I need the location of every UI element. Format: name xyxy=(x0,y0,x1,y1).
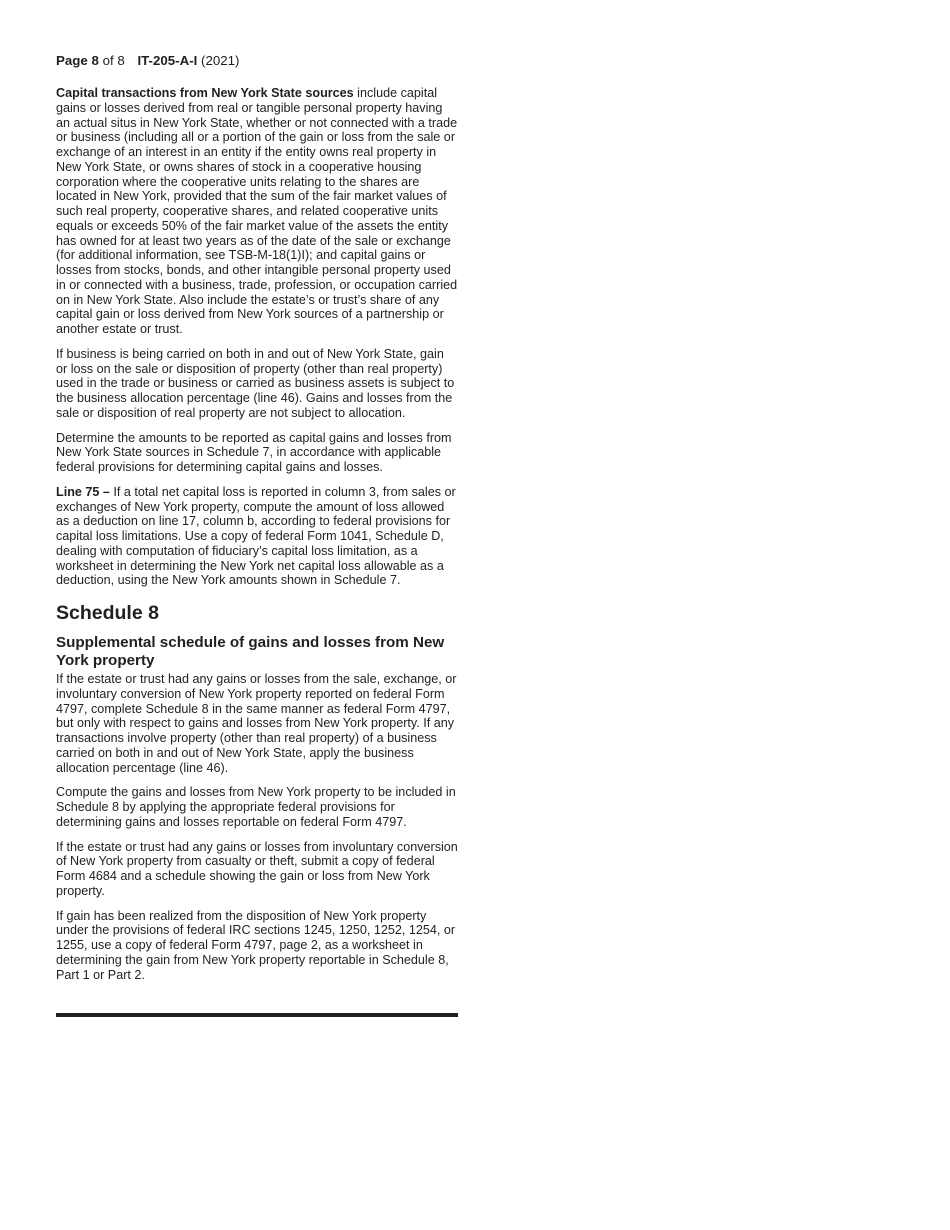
schedule-8-subheading: Supplemental schedule of gains and losses from New York property xyxy=(56,634,445,669)
page-number: Page 8 xyxy=(56,53,99,68)
form-id: IT-205-A-I xyxy=(137,53,198,68)
schedule-8-paragraph-2: Compute the gains and losses from New York property to be included in Schedule 8 by applying the appropriate federal provisions for determining gains and losses reportable on federal Form 4797. xyxy=(56,785,456,829)
schedule-8-paragraph-4: If gain has been realized from the disposition of New York property under the provisions of federal IRC sections 1245, 1250, 1252, 1254, or 1255, use a copy of federal Form 4797, page 2, as a worksheet in determining the gain from New York property reportable in Schedule 8, Part 1 or Part 2. xyxy=(56,908,456,982)
determine-amounts-paragraph: Determine the amounts to be reported as capital gains and losses from New York State sources in Schedule 7, in accordance with applicable federal provisions for determining capital gains and losses. xyxy=(56,430,452,474)
line-75-lead: Line 75 – xyxy=(56,484,110,499)
capital-transactions-lead: Capital transactions from New York State sources xyxy=(56,86,354,100)
end-rule-divider xyxy=(56,1013,458,1017)
document-page xyxy=(56,52,458,1017)
page-header xyxy=(56,52,458,70)
line-75-text: If a total net capital loss is reported in column 3, from sales or exchanges of New York property, compute the amount of loss allowed as a deduction on line 17, column b, according to federal provisions for capital loss limitations. Use a copy of federal Form 1041, Schedule D, dealing with computation of fiduciary’s capital loss limitation, as a worksheet in determining the New York net capital loss allowable as a deduction, using the New York amounts shown in Schedule 7. xyxy=(56,484,456,588)
form-year: (2021) xyxy=(201,53,240,68)
business-allocation-paragraph: If business is being carried on both in and out of New York State, gain or loss on the sale or disposition of property (other than real property) used in the trade or business or carried as business assets is subject to the business allocation percentage (line 46). Gains and losses from the sale or disposition of real property are not subject to allocation. xyxy=(56,346,455,420)
capital-transactions-paragraph xyxy=(56,86,458,337)
line-75-paragraph xyxy=(56,485,458,588)
capital-transactions-text: include capital gains or losses derived from real or tangible personal property having an actual situs in New York State, whether or not connected with a trade or business (including all or a portion of the gain or loss from the sale or exchange of an interest in an entity if the entity owns real property in New York State, or owns shares of stock in a cooperative housing corporation where the cooperative units relating to the shares are located in New York, provided that the sum of the fair market values of such real property, cooperative shares, and related cooperative units equals or exceeds 50% of the fair market value of the assets the entity has owned for at least two years as of the date of the sale or exchange (for additional information, see TSB-M-18(1)I); and capital gains or losses from stocks, bonds, and other intangible personal property used in or connected with a business, trade, profession, or occupation carried on in New York State. Also include the estate’s or trust’s share of any capital gain or loss derived from New York sources of a partnership or another estate or trust. xyxy=(56,86,458,336)
schedule-8-paragraph-1: If the estate or trust had any gains or losses from the sale, exchange, or involuntary conversion of New York property reported on federal Form 4797, complete Schedule 8 in the same manner as federal Form 4797, but only with respect to gains and losses from New York property. If any transactions involve property (other than real property) of a business carried on both in and out of New York State, apply the business allocation percentage (line 46). xyxy=(56,672,457,775)
page-total: of 8 xyxy=(102,53,125,68)
schedule-8-heading: Schedule 8 xyxy=(56,602,159,624)
schedule-8-paragraph-3: If the estate or trust had any gains or losses from involuntary conversion of New York property from casualty or theft, submit a copy of federal Form 4684 and a schedule showing the gain or loss from New York property. xyxy=(56,839,458,898)
